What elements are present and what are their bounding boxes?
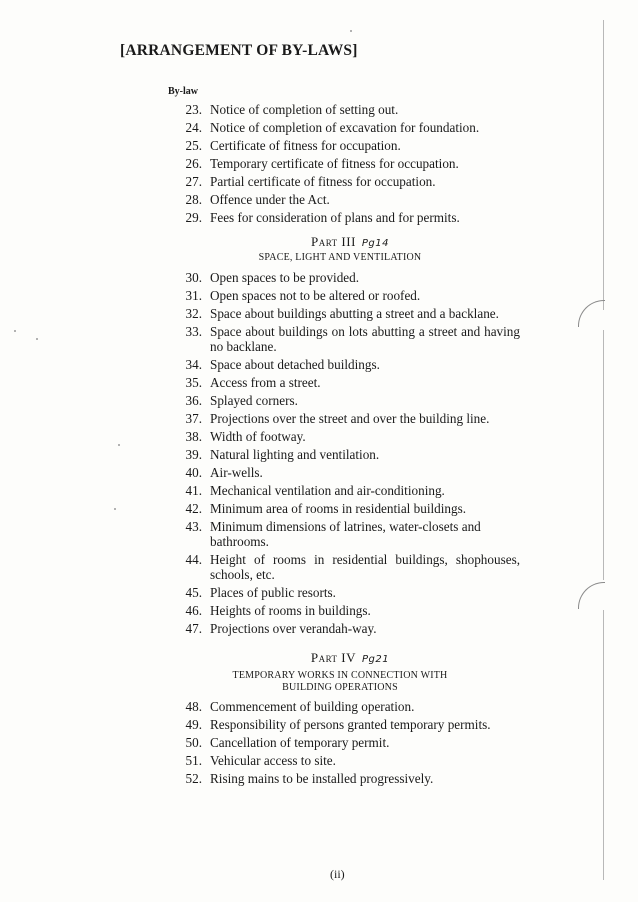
bylaw-entry [160, 429, 520, 444]
part-iv-subtitle [180, 670, 500, 694]
scan-speck [350, 30, 352, 32]
bylaw-title: Offence under the Act. [210, 192, 330, 207]
bylaw-title: Vehicular access to site. [210, 753, 336, 768]
bylaw-number: 38. [185, 429, 202, 444]
bylaw-title: Temporary certificate of fitness for occupation. [210, 156, 459, 171]
bylaw-title: Minimum dimensions of latrines, water-closets and bathrooms. [210, 519, 481, 549]
bylaw-entry [160, 270, 520, 285]
bylaw-number: 25. [185, 138, 202, 153]
scan-edge-line [603, 330, 604, 580]
bylaw-entry [160, 621, 520, 636]
bylaw-title: Air-wells. [210, 465, 263, 480]
bylaw-number: 43. [185, 519, 202, 534]
bylaw-entry [160, 192, 520, 207]
bylaw-number: 33. [185, 324, 202, 339]
part-iv-subtitle-line1: TEMPORARY WORKS IN CONNECTION WITH [232, 670, 448, 681]
bylaw-number: 28. [185, 192, 202, 207]
bylaw-number: 35. [185, 375, 202, 390]
part-iv-label: Part IV [310, 650, 357, 665]
bylaw-number: 31. [185, 288, 202, 303]
bylaw-number: 23. [185, 102, 202, 117]
bylaw-title: Certificate of fitness for occupation. [210, 138, 401, 153]
scan-speck [118, 444, 120, 446]
part-iii-handwritten-note: Pg14 [361, 238, 390, 249]
bylaw-title: Heights of rooms in buildings. [210, 603, 371, 618]
bylaw-entry [160, 375, 520, 390]
bylaw-number: 34. [185, 357, 202, 372]
bylaw-number: 47. [185, 621, 202, 636]
bylaw-title: Places of public resorts. [210, 585, 336, 600]
bylaw-entry [160, 603, 520, 618]
bylaw-number: 39. [185, 447, 202, 462]
bylaw-entry [160, 138, 520, 153]
bylaw-entry [160, 324, 520, 354]
bylaw-entry [160, 585, 520, 600]
scan-edge-line [603, 20, 604, 310]
bylaw-title: Projections over the street and over the building line. [210, 411, 490, 426]
bylaw-entry [160, 174, 520, 189]
scan-speck [114, 508, 116, 510]
bylaw-title: Space about buildings on lots abutting a street and having no backlane. [210, 324, 520, 354]
scan-speck [36, 338, 38, 340]
bylaw-title: Cancellation of temporary permit. [210, 735, 390, 750]
bylaw-entry [160, 552, 520, 582]
bylaw-entry [160, 519, 520, 549]
bylaw-title: Notice of completion of setting out. [210, 102, 399, 117]
part-iii-subtitle: SPACE, LIGHT AND VENTILATION [258, 252, 422, 263]
bylaw-entry [160, 210, 520, 225]
bylaw-title: Commencement of building operation. [210, 699, 415, 714]
bylaw-entry [160, 120, 520, 135]
page-number: (ii) [330, 867, 345, 881]
bylaw-number: 36. [185, 393, 202, 408]
scan-edge-line [603, 610, 604, 880]
bylaw-entry [160, 156, 520, 171]
scan-edge-curve [578, 582, 605, 609]
bylaw-entry [160, 501, 520, 516]
bylaw-title: Open spaces not to be altered or roofed. [210, 288, 421, 303]
bylaw-entry [160, 306, 520, 321]
bylaw-title: Responsibility of persons granted temporary permits. [210, 717, 491, 732]
bylaw-number: 29. [185, 210, 202, 225]
part-iv-title [250, 650, 450, 666]
bylaw-title: Notice of completion of excavation for foundation. [210, 120, 480, 135]
bylaw-entry [160, 735, 520, 750]
bylaw-entry [160, 447, 520, 462]
bylaw-number: 48. [185, 699, 202, 714]
part-iv-handwritten-note: Pg21 [362, 654, 390, 665]
bylaw-number: 50. [185, 735, 202, 750]
bylaw-title: Height of rooms in residential buildings, shophouses, schools, etc. [210, 552, 520, 582]
bylaw-number: 51. [185, 753, 202, 768]
bylaw-title: Projections over verandah-way. [210, 621, 377, 636]
part-iii-label: Part III [310, 234, 356, 249]
bylaw-number: 37. [185, 411, 202, 426]
bylaw-number: 46. [185, 603, 202, 618]
bylaw-list-part3 [160, 270, 520, 639]
bylaw-list-part2 [160, 102, 520, 228]
bylaw-title: Space about buildings abutting a street and a backlane. [210, 306, 499, 321]
bylaw-title: Open spaces to be provided. [210, 270, 360, 285]
bylaw-entry [160, 411, 520, 426]
bylaw-number: 30. [185, 270, 202, 285]
bylaw-entry [160, 753, 520, 768]
bylaw-entry [160, 483, 520, 498]
part-iv-subtitle-line2: BUILDING OPERATIONS [282, 682, 398, 693]
bylaw-number: 26. [185, 156, 202, 171]
bylaw-number: 49. [185, 717, 202, 732]
bylaw-entry [160, 393, 520, 408]
bylaw-entry [160, 102, 520, 117]
bylaw-number: 41. [185, 483, 202, 498]
bylaw-title: Minimum area of rooms in residential buildings. [210, 501, 467, 516]
bylaw-list-part4 [160, 699, 520, 789]
bylaw-title: Width of footway. [210, 429, 306, 444]
bylaw-number: 27. [185, 174, 202, 189]
bylaw-title: Rising mains to be installed progressively. [210, 771, 434, 786]
bylaw-entry [160, 771, 520, 786]
bylaw-number: 32. [185, 306, 202, 321]
bylaw-entry [160, 699, 520, 714]
bylaw-number: 45. [185, 585, 202, 600]
bylaw-number: 52. [185, 771, 202, 786]
part-iii-title [250, 234, 450, 250]
bylaw-title: Mechanical ventilation and air-conditioning. [210, 483, 445, 498]
bylaw-number: 40. [185, 465, 202, 480]
bylaw-title: Space about detached buildings. [210, 357, 380, 372]
scan-speck [14, 330, 16, 332]
scan-edge-curve [578, 300, 605, 327]
bylaw-title: Fees for consideration of plans and for permits. [210, 210, 460, 225]
bylaw-number: 42. [185, 501, 202, 516]
bylaw-title: Partial certificate of fitness for occupation. [210, 174, 436, 189]
bylaw-number: 44. [185, 552, 202, 567]
bylaw-number: 24. [185, 120, 202, 135]
bylaw-entry [160, 357, 520, 372]
bylaw-entry [160, 465, 520, 480]
bylaw-column-label: By-law [168, 86, 198, 97]
bylaw-title: Natural lighting and ventilation. [210, 447, 380, 462]
bylaw-entry [160, 288, 520, 303]
bylaw-entry [160, 717, 520, 732]
bylaw-title: Access from a street. [210, 375, 321, 390]
bylaw-title: Splayed corners. [210, 393, 298, 408]
page-heading: [ARRANGEMENT OF BY-LAWS] [120, 42, 358, 59]
